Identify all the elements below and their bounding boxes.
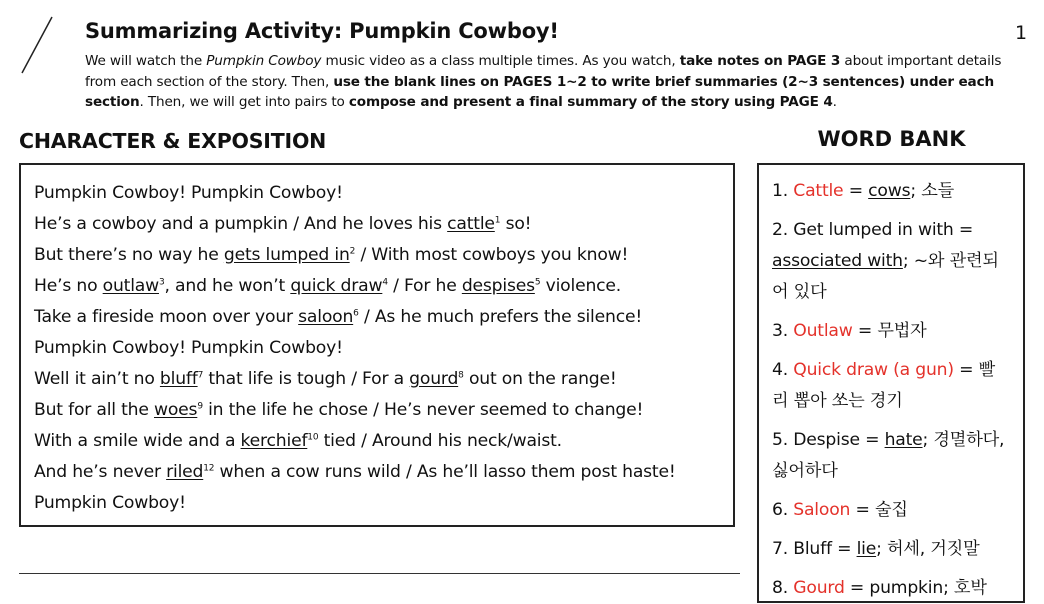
- lyric-line: Pumpkin Cowboy! Pumpkin Cowboy!: [34, 338, 343, 358]
- word-bank-item: 5. Despise = hate; 경멸하다, 싫어하다: [772, 430, 1005, 481]
- lyric-line: But for all the woes$^9$ in the life he chose / He’s never seemed to change!: [34, 400, 644, 420]
- section-heading: CHARACTER & EXPOSITION: [19, 129, 327, 153]
- lyric-line: Take a fireside moon over your saloon$^6$ / As he much prefers the silence!: [34, 307, 643, 327]
- lyrics-box: [19, 163, 735, 527]
- lyric-line: But there’s no way he gets lumped $in^2$ / With most cowboys you know!: [34, 245, 629, 265]
- word-bank-item: 6. Saloon = 술집: [772, 500, 908, 520]
- instructions: We will watch the Pumpkin Cowboy music video as a class multiple times. As you watch, take notes on PAGE 3 about important details from each section of the story. Then, use the blank lines on PAGES 1~2 to write brief summaries (2~3 sentences) under each section. Then, we will get into pairs to compose and present a final summary of the story using PAGE 4.: [85, 53, 1002, 111]
- slash-mark: [20, 16, 54, 74]
- word-bank-item: 8. Gourd = pumpkin; 호박: [772, 578, 987, 598]
- lyric-line: Well it ain’t no bluff$^7$ that life is tough / For a gourd$^8$ out on the range!: [34, 369, 617, 389]
- word-bank-item: 7. Bluff = lie; 허세, 거짓말: [772, 539, 980, 559]
- lyric-line: And he’s never riled$^{12}$ when a cow runs wild / As he’ll lasso them post haste!: [34, 462, 676, 482]
- lyric-line: He’s no outlaw$^3$, and he won’t quick draw$^4$ / For he despises$^5$ violence.: [34, 276, 622, 296]
- lyric-line: Pumpkin Cowboy! Pumpkin Cowboy!: [34, 183, 343, 203]
- word-bank-item: 4. Quick draw (a gun) = 빨리 뽑아 쏘는 경기: [772, 360, 996, 411]
- word-bank-item: 2. Get lumped in with = associated with; ~와 관련되어 있다: [772, 220, 999, 302]
- word-bank-heading: WORD BANK: [817, 127, 966, 151]
- page-title: Summarizing Activity: Pumpkin Cowboy!: [85, 19, 559, 43]
- lyric-line: With a smile wide and a kerchief$^{10}$ tied / Around his neck/waist.: [34, 431, 562, 451]
- page-number: 1: [1015, 22, 1028, 44]
- word-bank-item: 1. Cattle = cows; 소들: [772, 181, 955, 201]
- lyric-line: Pumpkin Cowboy!: [34, 493, 186, 513]
- summary-writing-line[interactable]: [19, 573, 740, 574]
- lyric-line: He’s a cowboy and a pumpkin / And he loves his cattle$^1$ so!: [34, 214, 532, 234]
- word-bank-box: [757, 163, 1025, 603]
- word-bank-item: 3. Outlaw = 무법자: [772, 321, 927, 341]
